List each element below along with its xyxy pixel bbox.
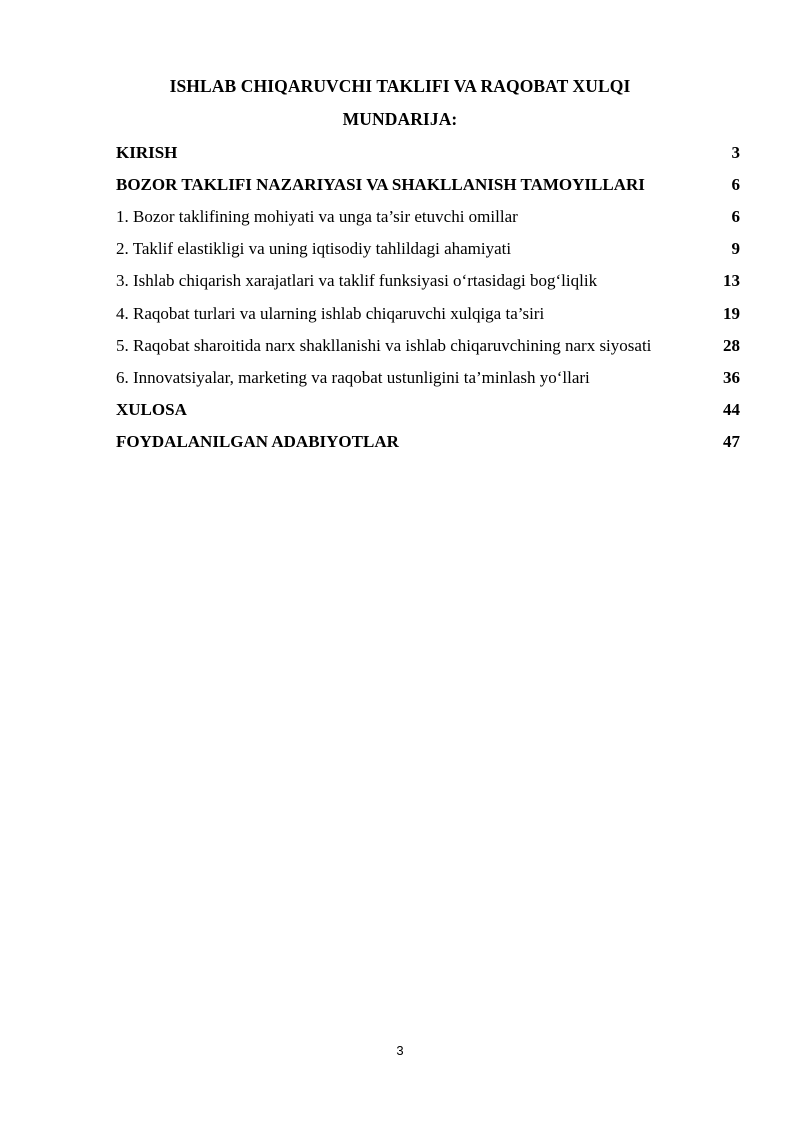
toc-entry-page: 3 — [731, 143, 740, 162]
toc-entry-page: 13 — [723, 271, 740, 290]
toc-entry-section-5[interactable] — [116, 334, 740, 358]
toc-entry-label: 2. Taklif elastikligi va uning iqtisodiy tahlildagi ahamiyati — [116, 239, 512, 258]
toc-entry-section-4[interactable] — [116, 302, 740, 326]
page-number: 3 — [396, 1043, 404, 1058]
toc-entry-label: 4. Raqobat turlari va ularning ishlab chiqaruvchi xulqiga ta’siri — [116, 304, 545, 323]
toc-entry-page: 6 — [731, 175, 740, 194]
toc-entry-section-3[interactable] — [116, 269, 740, 293]
toc-entry-adabiyotlar[interactable] — [116, 430, 740, 454]
toc-entry-page: 19 — [723, 304, 740, 323]
toc-entry-label: BOZOR TAKLIFI NAZARIYASI VA SHAKLLANISH TAMOYILLARI — [116, 175, 645, 194]
toc-entry-label: 6. Innovatsiyalar, marketing va raqobat ustunligini ta’minlash yo‘llari — [116, 368, 590, 387]
toc-entry-label: 5. Raqobat sharoitida narx shakllanishi va ishlab chiqaruvchining narx siyosati — [116, 336, 652, 355]
toc-entry-label: KIRISH — [116, 143, 178, 162]
toc-entry-section-1[interactable] — [116, 205, 740, 229]
toc-entry-page: 47 — [723, 432, 740, 451]
contents-heading: MUNDARIJA: — [342, 109, 458, 129]
toc-entry-label: 3. Ishlab chiqarish xarajatlari va taklif funksiyasi o‘rtasidagi bog‘liqlik — [116, 271, 598, 290]
toc-entry-page: 9 — [731, 239, 740, 258]
toc-entry-label: FOYDALANILGAN ADABIYOTLAR — [116, 432, 399, 451]
toc-entry-page: 28 — [723, 336, 740, 355]
toc-entry-page: 36 — [723, 368, 740, 387]
toc-entry-section-2[interactable] — [116, 237, 740, 261]
toc-entry-section-6[interactable] — [116, 366, 740, 390]
toc-entry-label: 1. Bozor taklifining mohiyati va unga ta’sir etuvchi omillar — [116, 207, 518, 226]
toc-entry-kirish[interactable] — [116, 141, 740, 165]
document-title: ISHLAB CHIQARUVCHI TAKLIFI VA RAQOBAT XULQI — [169, 76, 631, 96]
toc-entry-bozor-taklifi[interactable] — [116, 173, 740, 197]
toc-entry-label: XULOSA — [116, 400, 187, 419]
toc-entry-page: 6 — [731, 207, 740, 226]
toc-entry-page: 44 — [723, 400, 740, 419]
toc-entry-xulosa[interactable] — [116, 398, 740, 422]
